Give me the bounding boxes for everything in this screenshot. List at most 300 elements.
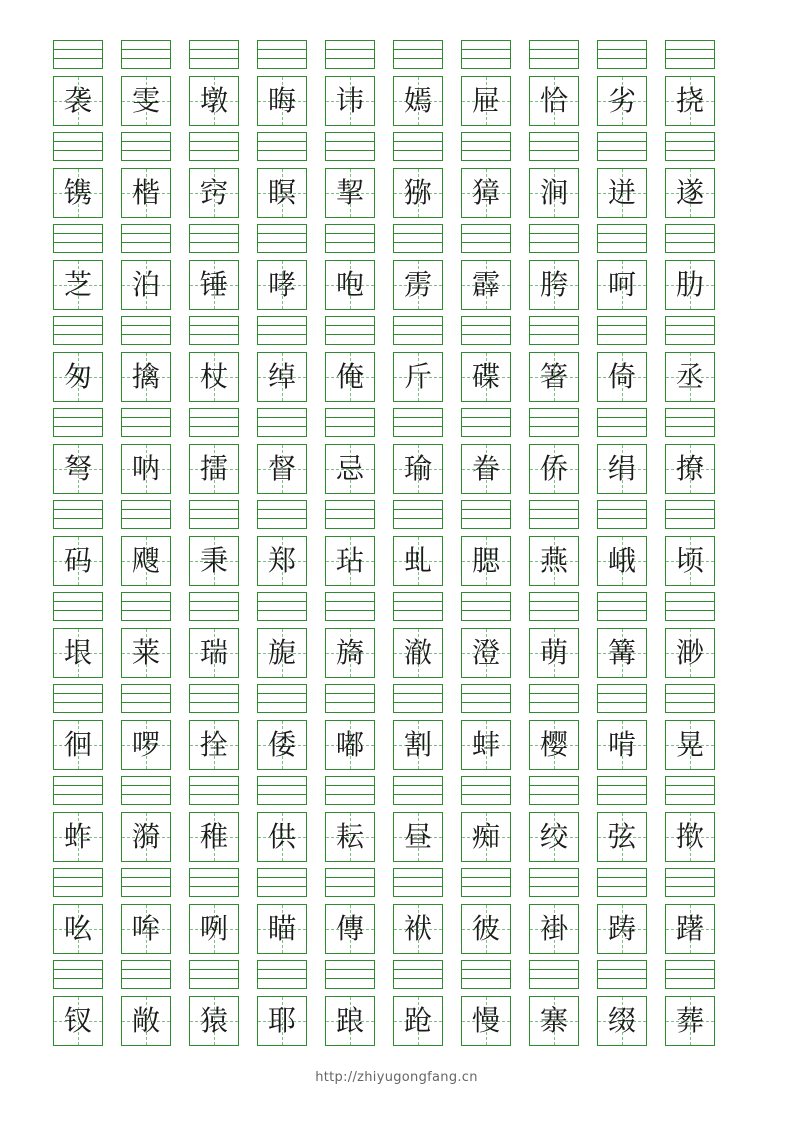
hanzi-character: 拴 (199, 728, 228, 761)
character-cell (325, 868, 375, 954)
hanzi-character: 晃 (675, 728, 704, 761)
pinyin-guide-line (122, 886, 170, 887)
pinyin-writing-box (529, 684, 579, 713)
hanzi-character: 匆 (63, 360, 92, 393)
hanzi-writing-box (325, 628, 375, 678)
hanzi-writing-box (461, 812, 511, 862)
pinyin-guide-line (258, 693, 306, 694)
hanzi-character: 楷 (131, 176, 160, 209)
character-cell (53, 776, 103, 862)
hanzi-writing-box (257, 812, 307, 862)
character-cell (257, 500, 307, 586)
hanzi-writing-box (121, 352, 171, 402)
pinyin-guide-line (598, 693, 646, 694)
character-cell (121, 224, 171, 310)
pinyin-writing-box (325, 592, 375, 621)
pinyin-guide-line (54, 877, 102, 878)
pinyin-guide-line (462, 886, 510, 887)
pinyin-writing-box (665, 684, 715, 713)
hanzi-writing-box (189, 812, 239, 862)
pinyin-guide-line (258, 509, 306, 510)
pinyin-guide-line (258, 702, 306, 703)
hanzi-writing-box (529, 76, 579, 126)
pinyin-guide-line (122, 141, 170, 142)
hanzi-character: 泊 (131, 268, 160, 301)
hanzi-writing-box (121, 444, 171, 494)
hanzi-writing-box (121, 260, 171, 310)
hanzi-writing-box (461, 720, 511, 770)
pinyin-guide-line (190, 509, 238, 510)
pinyin-guide-line (190, 794, 238, 795)
pinyin-guide-line (666, 978, 714, 979)
character-cell (121, 960, 171, 1046)
pinyin-guide-line (54, 785, 102, 786)
pinyin-guide-line (666, 610, 714, 611)
hanzi-writing-box (121, 168, 171, 218)
hanzi-character: 供 (267, 820, 296, 853)
character-cell (665, 40, 715, 126)
pinyin-writing-box (325, 316, 375, 345)
hanzi-writing-box (393, 260, 443, 310)
hanzi-character: 肋 (675, 268, 704, 301)
pinyin-guide-line (54, 58, 102, 59)
hanzi-writing-box (121, 628, 171, 678)
character-cell (597, 316, 647, 402)
character-cell (461, 224, 511, 310)
pinyin-guide-line (326, 242, 374, 243)
pinyin-guide-line (326, 141, 374, 142)
hanzi-character: 倚 (607, 360, 636, 393)
pinyin-guide-line (122, 426, 170, 427)
pinyin-guide-line (394, 610, 442, 611)
pinyin-writing-box (597, 776, 647, 805)
pinyin-guide-line (394, 426, 442, 427)
pinyin-guide-line (122, 785, 170, 786)
pinyin-writing-box (461, 132, 511, 161)
hanzi-character: 褂 (539, 912, 568, 945)
hanzi-writing-box (121, 76, 171, 126)
character-cell (257, 224, 307, 310)
character-cell (325, 40, 375, 126)
pinyin-writing-box (257, 960, 307, 989)
character-cell (189, 960, 239, 1046)
hanzi-writing-box (461, 904, 511, 954)
pinyin-guide-line (122, 150, 170, 151)
pinyin-guide-line (666, 518, 714, 519)
pinyin-writing-box (53, 40, 103, 69)
hanzi-writing-box (53, 168, 103, 218)
hanzi-character: 屉 (471, 84, 500, 117)
pinyin-guide-line (394, 325, 442, 326)
pinyin-guide-line (190, 58, 238, 59)
character-cell (393, 960, 443, 1046)
hanzi-writing-box (393, 352, 443, 402)
pinyin-guide-line (258, 417, 306, 418)
hanzi-writing-box (393, 168, 443, 218)
pinyin-guide-line (598, 702, 646, 703)
pinyin-guide-line (666, 877, 714, 878)
hanzi-character: 劣 (607, 84, 636, 117)
pinyin-writing-box (393, 592, 443, 621)
hanzi-writing-box (665, 168, 715, 218)
pinyin-guide-line (394, 877, 442, 878)
hanzi-character: 锤 (199, 268, 228, 301)
hanzi-writing-box (53, 996, 103, 1046)
pinyin-guide-line (598, 325, 646, 326)
character-cell (597, 592, 647, 678)
pinyin-guide-line (462, 334, 510, 335)
pinyin-guide-line (326, 693, 374, 694)
pinyin-guide-line (54, 969, 102, 970)
hanzi-writing-box (53, 628, 103, 678)
pinyin-guide-line (122, 58, 170, 59)
hanzi-writing-box (53, 444, 103, 494)
pinyin-guide-line (122, 417, 170, 418)
pinyin-writing-box (325, 408, 375, 437)
pinyin-writing-box (53, 500, 103, 529)
footer-url: http://zhiyugongfang.cn (315, 1070, 478, 1085)
pinyin-writing-box (597, 132, 647, 161)
pinyin-writing-box (529, 868, 579, 897)
hanzi-writing-box (189, 996, 239, 1046)
pinyin-writing-box (325, 224, 375, 253)
character-cell (189, 40, 239, 126)
character-cell (53, 500, 103, 586)
hanzi-character: 瞄 (267, 912, 296, 945)
character-cell (461, 408, 511, 494)
pinyin-guide-line (326, 610, 374, 611)
hanzi-character: 耘 (335, 820, 364, 853)
hanzi-character: 跄 (403, 1004, 432, 1037)
character-cell (257, 960, 307, 1046)
pinyin-guide-line (54, 233, 102, 234)
pinyin-guide-line (190, 242, 238, 243)
hanzi-character: 咧 (199, 912, 228, 945)
character-cell (665, 132, 715, 218)
pinyin-guide-line (530, 242, 578, 243)
pinyin-guide-line (258, 141, 306, 142)
hanzi-character: 箸 (539, 360, 568, 393)
pinyin-writing-box (325, 40, 375, 69)
character-cell (325, 776, 375, 862)
hanzi-character: 燕 (539, 544, 568, 577)
character-cell (257, 684, 307, 770)
pinyin-guide-line (54, 978, 102, 979)
pinyin-guide-line (258, 969, 306, 970)
hanzi-writing-box (325, 812, 375, 862)
pinyin-guide-line (326, 49, 374, 50)
hanzi-writing-box (325, 168, 375, 218)
pinyin-guide-line (54, 886, 102, 887)
hanzi-character: 绰 (267, 360, 296, 393)
hanzi-character: 猕 (403, 176, 432, 209)
pinyin-guide-line (122, 518, 170, 519)
pinyin-guide-line (530, 325, 578, 326)
character-cell (325, 316, 375, 402)
pinyin-writing-box (665, 132, 715, 161)
character-cell (393, 224, 443, 310)
hanzi-writing-box (393, 904, 443, 954)
character-cell (189, 500, 239, 586)
pinyin-guide-line (394, 509, 442, 510)
pinyin-writing-box (529, 40, 579, 69)
pinyin-writing-box (257, 592, 307, 621)
pinyin-guide-line (258, 334, 306, 335)
character-cell (461, 684, 511, 770)
hanzi-character: 胯 (539, 268, 568, 301)
hanzi-writing-box (189, 628, 239, 678)
hanzi-character: 垠 (63, 636, 92, 669)
hanzi-character: 蚌 (471, 728, 500, 761)
pinyin-guide-line (462, 969, 510, 970)
hanzi-character: 漪 (131, 820, 160, 853)
hanzi-character: 割 (403, 728, 432, 761)
hanzi-writing-box (597, 352, 647, 402)
pinyin-guide-line (530, 518, 578, 519)
hanzi-character: 郑 (267, 544, 296, 577)
pinyin-guide-line (530, 610, 578, 611)
character-cell (189, 592, 239, 678)
character-cell (597, 684, 647, 770)
pinyin-writing-box (597, 960, 647, 989)
pinyin-writing-box (597, 408, 647, 437)
character-cell (529, 224, 579, 310)
character-cell (121, 40, 171, 126)
pinyin-writing-box (121, 684, 171, 713)
hanzi-writing-box (665, 260, 715, 310)
pinyin-guide-line (598, 334, 646, 335)
pinyin-guide-line (54, 334, 102, 335)
pinyin-guide-line (666, 693, 714, 694)
character-cell (597, 40, 647, 126)
hanzi-character: 恰 (539, 84, 568, 117)
hanzi-character: 俺 (335, 360, 364, 393)
pinyin-writing-box (189, 960, 239, 989)
hanzi-writing-box (461, 352, 511, 402)
hanzi-writing-box (189, 444, 239, 494)
pinyin-guide-line (394, 785, 442, 786)
pinyin-writing-box (53, 316, 103, 345)
hanzi-character: 迸 (607, 176, 636, 209)
pinyin-writing-box (257, 776, 307, 805)
hanzi-character: 窍 (199, 176, 228, 209)
pinyin-guide-line (530, 886, 578, 887)
pinyin-writing-box (189, 224, 239, 253)
pinyin-writing-box (393, 224, 443, 253)
pinyin-guide-line (54, 141, 102, 142)
hanzi-writing-box (461, 444, 511, 494)
hanzi-writing-box (597, 812, 647, 862)
pinyin-writing-box (121, 224, 171, 253)
pinyin-guide-line (190, 426, 238, 427)
character-cell (53, 960, 103, 1046)
pinyin-writing-box (461, 224, 511, 253)
pinyin-guide-line (190, 325, 238, 326)
pinyin-guide-line (598, 601, 646, 602)
hanzi-writing-box (325, 536, 375, 586)
pinyin-guide-line (462, 877, 510, 878)
pinyin-guide-line (122, 978, 170, 979)
pinyin-writing-box (529, 960, 579, 989)
hanzi-writing-box (665, 904, 715, 954)
pinyin-guide-line (326, 886, 374, 887)
character-cell (189, 316, 239, 402)
character-cell (529, 592, 579, 678)
pinyin-guide-line (530, 794, 578, 795)
hanzi-character: 萌 (539, 636, 568, 669)
character-cell (665, 224, 715, 310)
pinyin-guide-line (598, 969, 646, 970)
hanzi-writing-box (257, 628, 307, 678)
hanzi-character: 啰 (131, 728, 160, 761)
hanzi-character: 呐 (131, 452, 160, 485)
pinyin-guide-line (54, 426, 102, 427)
pinyin-guide-line (394, 49, 442, 50)
pinyin-writing-box (189, 316, 239, 345)
character-cell (461, 316, 511, 402)
character-cell (121, 316, 171, 402)
pinyin-writing-box (257, 868, 307, 897)
hanzi-character: 慢 (471, 1004, 500, 1037)
hanzi-writing-box (529, 904, 579, 954)
character-cell (257, 40, 307, 126)
hanzi-writing-box (597, 536, 647, 586)
pinyin-writing-box (529, 316, 579, 345)
pinyin-writing-box (461, 960, 511, 989)
pinyin-guide-line (462, 978, 510, 979)
pinyin-guide-line (394, 242, 442, 243)
character-cell (325, 592, 375, 678)
hanzi-character: 涧 (539, 176, 568, 209)
hanzi-writing-box (665, 444, 715, 494)
character-cell (53, 408, 103, 494)
pinyin-writing-box (53, 224, 103, 253)
character-cell (53, 40, 103, 126)
hanzi-character: 芝 (63, 268, 92, 301)
character-cell (53, 868, 103, 954)
pinyin-guide-line (666, 969, 714, 970)
pinyin-guide-line (122, 49, 170, 50)
hanzi-writing-box (529, 260, 579, 310)
pinyin-guide-line (394, 518, 442, 519)
pinyin-guide-line (462, 325, 510, 326)
character-cell (189, 868, 239, 954)
hanzi-writing-box (665, 812, 715, 862)
pinyin-writing-box (257, 224, 307, 253)
pinyin-guide-line (258, 601, 306, 602)
hanzi-writing-box (461, 628, 511, 678)
character-cell (121, 776, 171, 862)
hanzi-character: 哮 (267, 268, 296, 301)
character-cell (665, 500, 715, 586)
hanzi-character: 嘟 (335, 728, 364, 761)
pinyin-guide-line (326, 334, 374, 335)
pinyin-writing-box (597, 500, 647, 529)
hanzi-writing-box (461, 996, 511, 1046)
pinyin-writing-box (393, 684, 443, 713)
character-cell (393, 408, 443, 494)
pinyin-writing-box (189, 868, 239, 897)
hanzi-writing-box (325, 996, 375, 1046)
hanzi-character: 挈 (335, 176, 364, 209)
pinyin-writing-box (597, 40, 647, 69)
pinyin-writing-box (665, 224, 715, 253)
pinyin-writing-box (529, 500, 579, 529)
pinyin-guide-line (666, 785, 714, 786)
character-cell (597, 132, 647, 218)
character-cell (393, 500, 443, 586)
hanzi-writing-box (529, 996, 579, 1046)
hanzi-character: 踌 (607, 912, 636, 945)
hanzi-writing-box (53, 904, 103, 954)
hanzi-writing-box (189, 352, 239, 402)
hanzi-writing-box (597, 168, 647, 218)
pinyin-writing-box (597, 592, 647, 621)
pinyin-guide-line (598, 509, 646, 510)
pinyin-guide-line (666, 417, 714, 418)
pinyin-guide-line (666, 794, 714, 795)
pinyin-guide-line (666, 886, 714, 887)
pinyin-writing-box (461, 408, 511, 437)
pinyin-writing-box (461, 316, 511, 345)
hanzi-character: 篝 (607, 636, 636, 669)
pinyin-writing-box (665, 40, 715, 69)
pinyin-guide-line (530, 969, 578, 970)
pinyin-guide-line (54, 610, 102, 611)
pinyin-writing-box (325, 500, 375, 529)
pinyin-guide-line (258, 610, 306, 611)
pinyin-guide-line (666, 150, 714, 151)
hanzi-character: 旖 (335, 636, 364, 669)
pinyin-guide-line (258, 978, 306, 979)
pinyin-guide-line (54, 49, 102, 50)
pinyin-writing-box (325, 684, 375, 713)
pinyin-guide-line (258, 49, 306, 50)
character-cell (257, 132, 307, 218)
hanzi-character: 碟 (471, 360, 500, 393)
pinyin-guide-line (598, 794, 646, 795)
pinyin-guide-line (530, 58, 578, 59)
character-cell (665, 316, 715, 402)
pinyin-guide-line (462, 233, 510, 234)
character-cell (461, 500, 511, 586)
hanzi-writing-box (597, 76, 647, 126)
character-cell (597, 408, 647, 494)
pinyin-guide-line (190, 601, 238, 602)
pinyin-writing-box (461, 868, 511, 897)
pinyin-guide-line (530, 693, 578, 694)
pinyin-guide-line (598, 233, 646, 234)
pinyin-writing-box (53, 684, 103, 713)
character-cell (121, 684, 171, 770)
pinyin-guide-line (326, 518, 374, 519)
pinyin-writing-box (189, 40, 239, 69)
pinyin-guide-line (598, 141, 646, 142)
hanzi-character: 绢 (607, 452, 636, 485)
hanzi-writing-box (121, 536, 171, 586)
hanzi-character: 撩 (675, 452, 704, 485)
pinyin-guide-line (258, 150, 306, 151)
character-cell (53, 132, 103, 218)
pinyin-writing-box (393, 132, 443, 161)
pinyin-guide-line (666, 242, 714, 243)
pinyin-writing-box (121, 500, 171, 529)
pinyin-guide-line (394, 334, 442, 335)
pinyin-guide-line (394, 886, 442, 887)
pinyin-guide-line (190, 141, 238, 142)
pinyin-writing-box (257, 408, 307, 437)
character-cell (665, 960, 715, 1046)
